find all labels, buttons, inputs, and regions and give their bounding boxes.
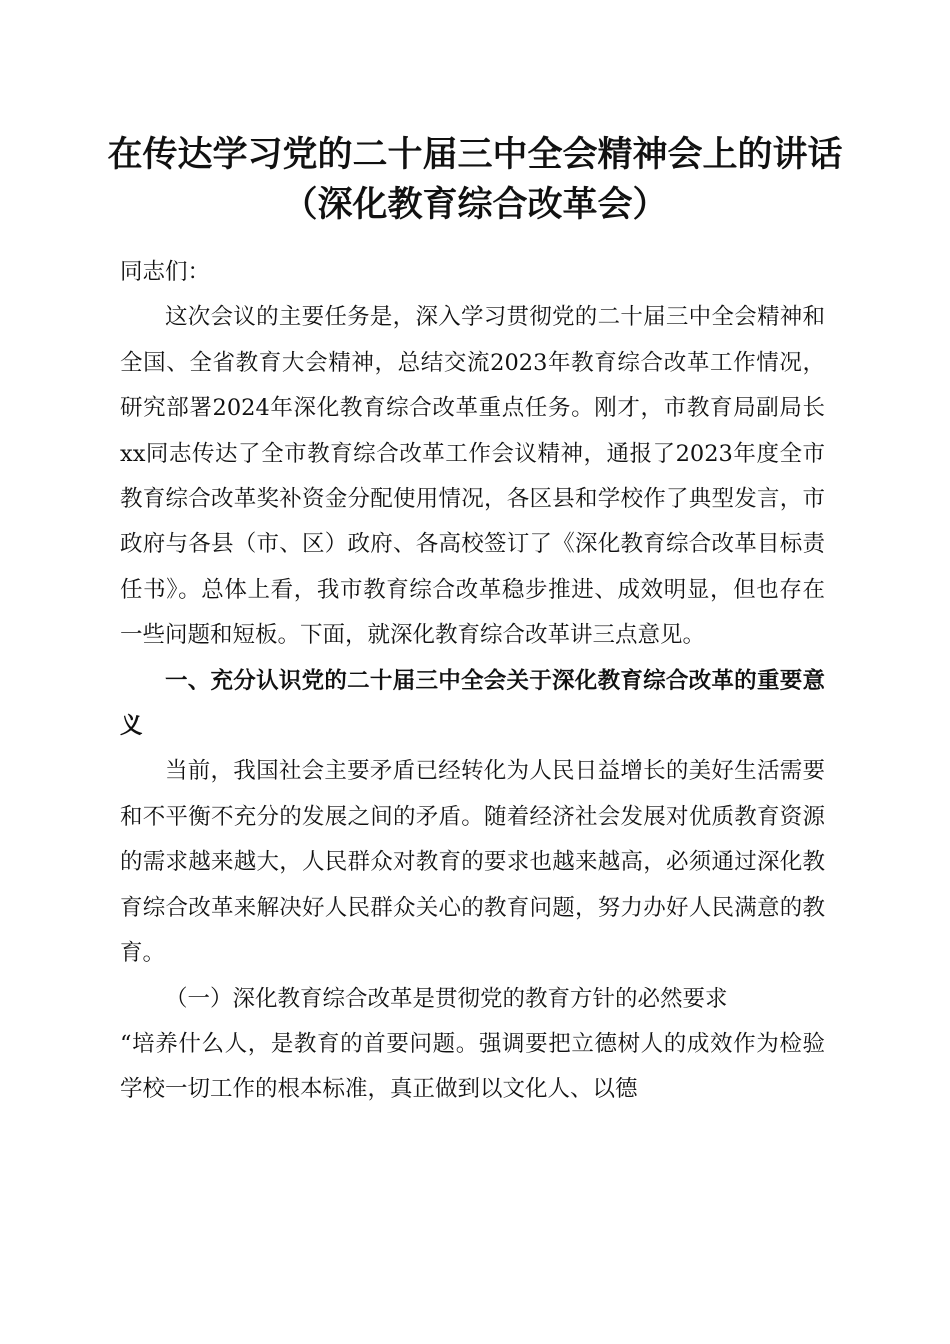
document-body bbox=[120, 250, 825, 1113]
section-heading-1: 一、充分认识党的二十届三中全会关于深化教育综合改革的重要意义 bbox=[120, 667, 825, 740]
subsection-heading-1: （一）深化教育综合改革是贯彻党的教育方针的必然要求 bbox=[165, 985, 728, 1012]
intro-paragraph: 这次会议的主要任务是，深入学习贯彻党的二十届三中全会精神和全国、全省教育大会精神，总结交流2023年教育综合改革工作情况，研究部署2024年深化教育综合改革重点任务。刚才，市教育局副局长xx同志传达了全市教育综合改革工作会议精神，通报了2023年度全市教育综合改革奖补资金分配使用情况，各区县和学校作了典型发言，市政府与各县（市、区）政府、各高校签订了《深化教育综合改革目标责任书》。总体上看，我市教育综合改革稳步推进、成效明显，但也存在一些问题和短板。下面，就深化教育综合改革讲三点意见。 bbox=[120, 304, 825, 649]
subsection-1-paragraph: “培养什么人，是教育的首要问题。强调要把立德树人的成效作为检验学校一切工作的根本标准，真正做到以文化人、以德 bbox=[120, 1030, 825, 1103]
section-1-paragraph: 当前，我国社会主要矛盾已经转化为人民日益增长的美好生活需要和不平衡不充分的发展之间的矛盾。随着经济社会发展对优质教育资源的需求越来越大，人民群众对教育的要求也越来越高，必须通过深化教育综合改革来解决好人民群众关心的教育问题，努力办好人民满意的教育。 bbox=[120, 758, 825, 967]
document-title: 在传达学习党的二十届三中全会精神会上的讲话（深化教育综合改革会） bbox=[107, 134, 843, 225]
salutation: 同志们： bbox=[120, 259, 211, 285]
